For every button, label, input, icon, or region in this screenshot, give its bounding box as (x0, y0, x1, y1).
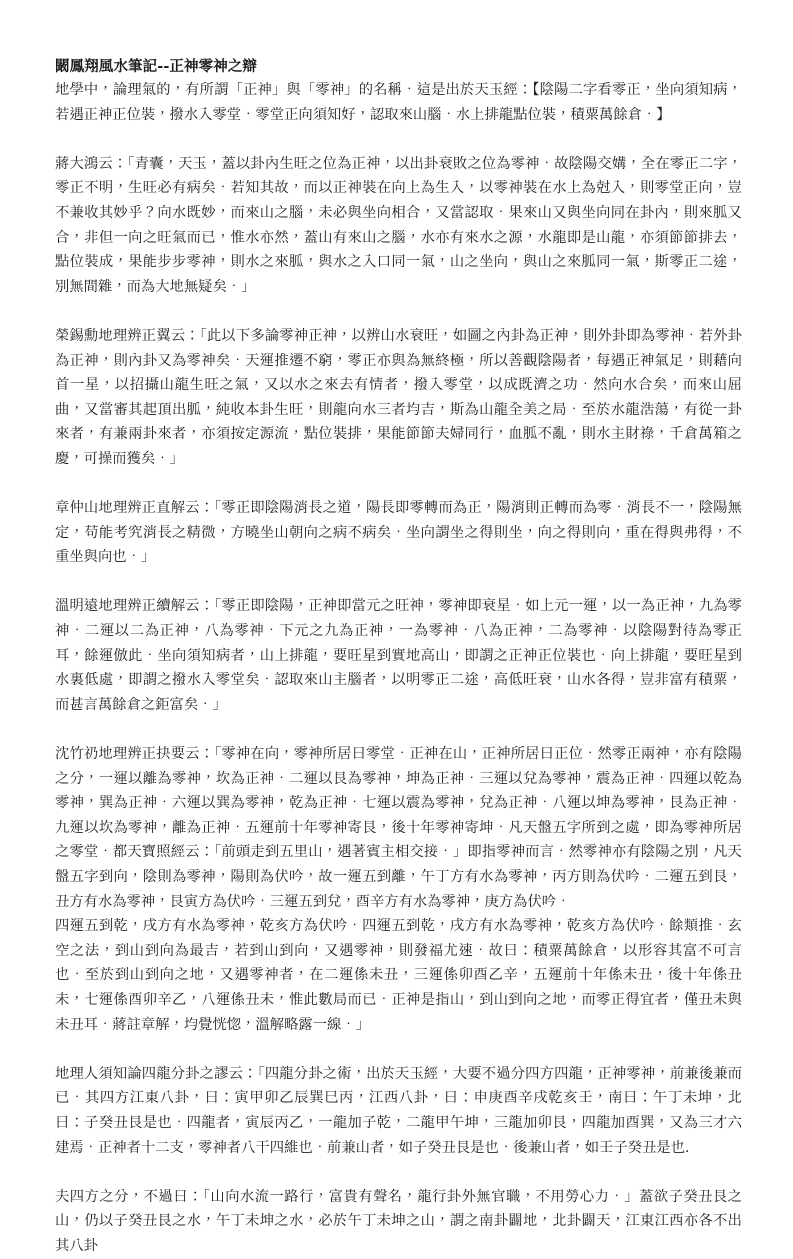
paragraph-rong-xixun: 榮錫勳地理辨正翼云：「此以下多論零神正神，以辨山水衰旺，如圖之內卦為正神，則外卦即為零神．若外卦為正神，則內卦又為零神矣．天運推遷不窮，零正亦與為無終極，所以善觀陰陽者，每遇正神氣足，則藉向首一星，以招攝山龍生旺之氣，又以水之來去有情者，撥入零堂，以成既濟之功．然向水合矣，而來山屈曲，又當審其起頂出胍，純收本卦生旺，則龍向水三者均吉，斯為山龍全美之局．至於水龍浩蕩，有從一卦來者，有兼兩卦來者，亦須按定源流，點位裝排，果能節節夫婦同行，血胍不亂，則水主財祿，千倉萬箱之慶，可操而獲矣．」 (55, 327, 742, 467)
document-title: 闞鳳翔風水筆記--正神零神之辯 (55, 58, 258, 75)
document-body (55, 55, 742, 1259)
paragraph-dili-ren-xuzhi: 地理人須知論四龍分卦之謬云：「四龍分卦之術，出於天玉經，大要不過分四方四龍，正神零神，前兼後兼而已．其四方江東八卦，曰：寅甲卯乙辰巽巳丙，江西八卦，曰：申庚酉辛戌乾亥壬，南曰：午丁未坤，北曰：子癸丑艮是也．四龍者，寅辰丙乙，一龍加子乾，二龍甲午坤，三龍加卯艮，四龍加酉巽，又為三才六建焉．正神者十二支，零神者八干四維也．前兼山者，如子癸丑艮是也．後兼山者，如壬子癸丑是也. (55, 1065, 742, 1156)
paragraph-jiang-dahong: 蔣大鴻云：「青囊，天玉，蓋以卦內生旺之位為正神，以出卦衰敗之位為零神．故陰陽交媾，全在零正二字，零正不明，生旺必有病矣．若知其故，而以正神裝在向上為生入，以零神裝在水上為尅入，則零堂正向，豈不兼收其妙乎？向水既妙，而來山之腦，未必與坐向相合，又當認取．果來山又與坐向同在卦內，則來胍又合，非但一向之旺氣而已，惟水亦然，蓋山有來山之腦，水亦有來水之源，水龍即是山龍，亦須節節排去，點位裝成，果能步步零神，則水之來胍，與水之入口同一氣，山之坐向，與山之來胍同一氣，斯零正二途，別無間雜，而為大地無疑矣．」 (55, 155, 742, 295)
paragraph-shen-zhureng-part2: 四運五到乾，戌方有水為零神，乾亥方為伏吟．四運五到乾，戌方有水為零神，乾亥方為伏吟．餘類推．玄空之法，到山到向為最吉，若到山到向，又遇零神，則發福尤速．故曰：積粟萬餘倉，以形容其富不可言也．至於到山到向之地，又遇零神者，在二運係未丑，三運係卯酉乙辛，五運前十年係未丑，後十年係丑未，七運係酉卯辛乙，八運係丑未，惟此數局而已．正神是指山，到山到向之地，而零正得宜者，僅丑未與未丑耳．蔣註章解，均覺恍惚，溫解略露一線．」 (55, 918, 742, 1033)
paragraph-fu-sifang: 夫四方之分，不過曰：「山向水流一路行，富貴有聲名，龍行卦外無官職，不用勞心力．」蓋欲子癸丑艮之山，仍以子癸丑艮之水，午丁未坤之水，必於午丁未坤之山，謂之南卦闢地，北卦闢天，江東江西亦各不出其八卦 (55, 1188, 742, 1254)
paragraph-wen-mingyuan: 溫明遠地理辨正續解云：「零正即陰陽，正神即當元之旺神，零神即衰星．如上元一運，以一為正神，九為零神．二運以二為正神，八為零神．下元之九為正神，一為零神．八為正神，二為零神．以陰陽對待為零正耳，餘運倣此．坐向須知病者，山上排龍，要旺星到實地高山，即謂之正神正位裝也．向上排龍，要旺星到水裏低處，即謂之撥水入零堂矣．認取來山主腦者，以明零正二途，高低旺衰，山水各得，豈非富有積粟，而甚言萬餘倉之鉅富矣．」 (55, 598, 742, 713)
paragraph-shen-zhureng-part1: 沈竹礽地理辨正抉要云：「零神在向，零神所居曰零堂．正神在山，正神所居曰正位．然零正兩神，亦有陰陽之分，一運以離為零神，坎為正神．二運以艮為零神，坤為正神．三運以兌為零神，震為正神．四運以乾為零神，巽為正神．六運以巽為零神，乾為正神．七運以震為零神，兌為正神．八運以坤為零神，艮為正神．九運以坎為零神，離為正神．五運前十年零神寄艮，後十年零神寄坤．凡天盤五字所到之處，即為零神所居之零堂．都天寶照經云：「前頭走到五里山，遇著賓主相交接．」即指零神而言．然零神亦有陰陽之別，凡天盤五字到向，陰則為零神，陽則為伏吟，故一運五到離，午丁方有水為零神，丙方則為伏吟．二運五到艮，丑方有水為零神，艮寅方為伏吟．三運五到兌，酉辛方有水為零神，庚方為伏吟． (55, 746, 742, 910)
paragraph-zhang-zhongshan: 章仲山地理辨正直解云：「零正即陰陽消長之道，陽長即零轉而為正，陽消則正轉而為零．消長不一，陰陽無定，苟能考究消長之精微，方曉坐山朝向之病不病矣．坐向謂坐之得則坐，向之得則向，重在得與弗得，不重坐與向也．」 (55, 500, 742, 566)
paragraph-intro: 地學中，論理氣的，有所謂「正神」與「零神」的名稱．這是出於天玉經：【陰陽二字看零正，坐向須知病，若遇正神正位裝，撥水入零堂．零堂正向須知好，認取來山腦．水上排龍點位裝，積粟萬餘倉．】 (55, 82, 742, 123)
